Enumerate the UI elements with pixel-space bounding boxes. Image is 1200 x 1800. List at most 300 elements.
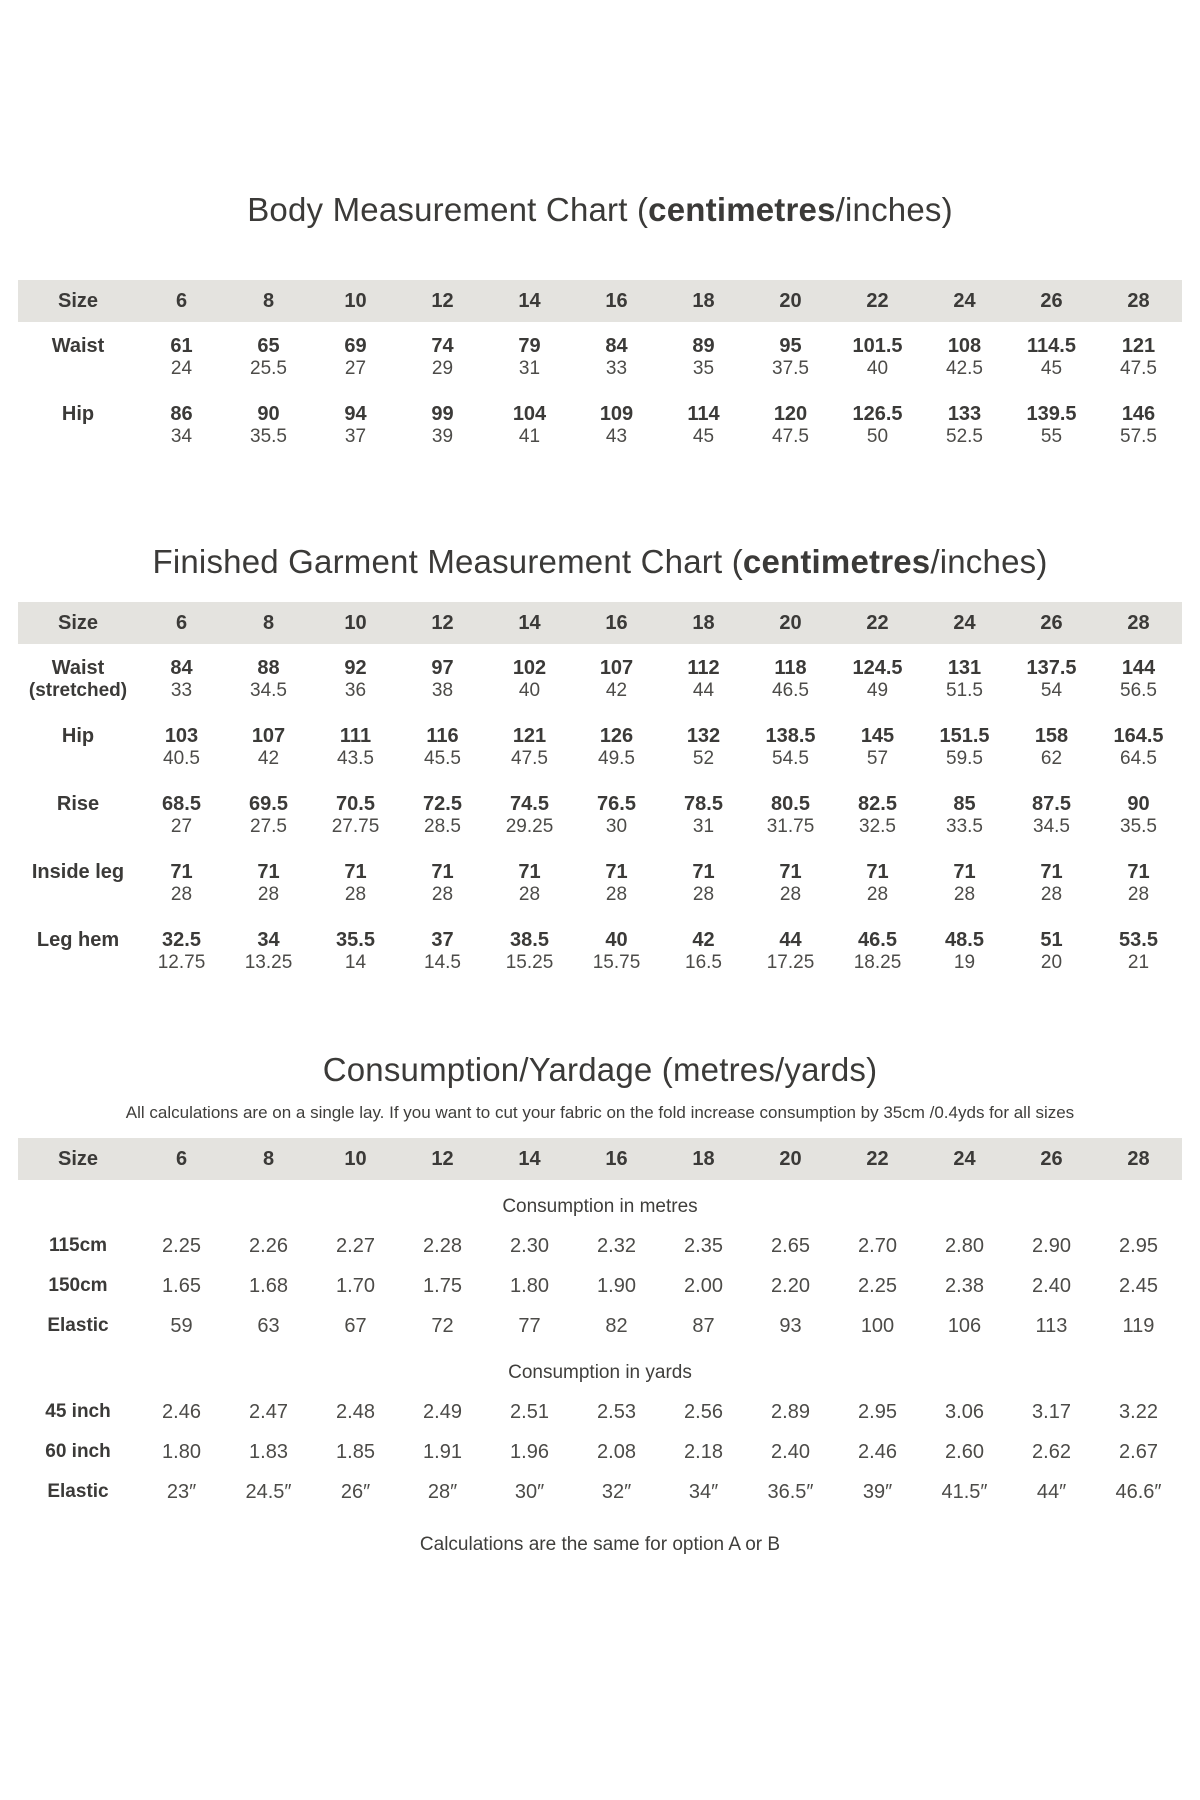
consumption-cell: 3.22 (1119, 1401, 1158, 1423)
inch-value: 64.5 (1120, 748, 1157, 769)
consumption-cell: 2.62 (1032, 1441, 1071, 1463)
inch-value: 29 (431, 358, 454, 379)
title-text: Finished Garment Measurement Chart ( (152, 543, 743, 580)
cm-value: 70.5 (336, 793, 375, 815)
size-header-cell: 26 (1008, 1138, 1095, 1180)
consumption-row (18, 1392, 1182, 1432)
cm-value: 120 (773, 403, 808, 425)
cm-value: 71 (953, 861, 976, 883)
size-header-label: Size (18, 1138, 138, 1180)
consumption-cell: 2.40 (1032, 1275, 1071, 1297)
measurement-cell (486, 644, 573, 712)
consumption-cell: 77 (518, 1315, 541, 1337)
inch-value: 37.5 (772, 358, 809, 379)
measurement-cell (312, 712, 399, 780)
cm-value: 103 (164, 725, 199, 747)
cm-value: 107 (251, 725, 286, 747)
inch-value: 13.25 (244, 952, 293, 973)
cm-value: 42 (692, 929, 715, 951)
cm-value: 80.5 (771, 793, 810, 815)
consumption-cell: 63 (257, 1315, 280, 1337)
consumption-cell: 2.95 (1119, 1235, 1158, 1257)
inch-value: 28 (779, 884, 802, 905)
measurement-cell (660, 712, 747, 780)
cm-value: 71 (257, 861, 280, 883)
cm-value: 71 (779, 861, 802, 883)
inch-value: 31.75 (766, 816, 815, 837)
consumption-cell: 1.70 (336, 1275, 375, 1297)
size-header-cell: 18 (660, 1138, 747, 1180)
measurement-row (18, 916, 1182, 984)
cm-value: 114 (687, 403, 720, 425)
inch-value: 34.5 (1033, 816, 1070, 837)
inch-value: 38 (431, 680, 454, 701)
body-chart-title (0, 190, 1200, 230)
measurement-cell (921, 712, 1008, 780)
consumption-cell: 1.91 (423, 1441, 462, 1463)
cm-value: 40 (605, 929, 628, 951)
consumption-cell: 2.28 (423, 1235, 462, 1257)
size-header-cell: 18 (660, 602, 747, 644)
size-header-label: Size (18, 602, 138, 644)
consumption-cell: 32″ (601, 1481, 632, 1503)
row-label-line1: Hip (61, 403, 95, 425)
row-label-line1: Leg hem (36, 929, 120, 951)
inch-value: 19 (953, 952, 976, 973)
size-header-cell: 8 (225, 602, 312, 644)
cm-value: 71 (692, 861, 715, 883)
consumption-cell: 2.60 (945, 1441, 984, 1463)
consumption-cell: 1.96 (510, 1441, 549, 1463)
cm-value: 71 (605, 861, 628, 883)
measurement-cell (921, 644, 1008, 712)
metres-subheader: Consumption in metres (502, 1196, 698, 1217)
measurement-cell (747, 390, 834, 458)
cm-value: 74 (431, 335, 454, 357)
consumption-cell: 72 (431, 1315, 454, 1337)
inch-value: 56.5 (1120, 680, 1157, 701)
cm-value: 116 (426, 725, 459, 747)
row-label-line2: (stretched) (28, 680, 128, 701)
consumption-cell: 2.00 (684, 1275, 723, 1297)
consumption-cell: 59 (170, 1315, 193, 1337)
measurement-cell (660, 780, 747, 848)
garment-measurement-table (18, 602, 1182, 984)
size-header-cell: 6 (138, 280, 225, 322)
inch-value: 46.5 (772, 680, 809, 701)
measurement-cell (1095, 712, 1182, 780)
measurement-cell (312, 644, 399, 712)
consumption-row (18, 1432, 1182, 1472)
title-text: Body Measurement Chart ( (247, 191, 649, 228)
consumption-cell: 2.46 (162, 1401, 201, 1423)
measurement-cell (1008, 848, 1095, 916)
cm-value: 82.5 (858, 793, 897, 815)
consumption-cell: 1.80 (162, 1441, 201, 1463)
inch-value: 57 (866, 748, 889, 769)
measurement-cell (660, 390, 747, 458)
measurement-cell (399, 780, 486, 848)
inch-value: 27 (344, 358, 367, 379)
size-header-cell: 6 (138, 1138, 225, 1180)
consumption-cell: 2.46 (858, 1441, 897, 1463)
row-label: 150cm (48, 1275, 108, 1296)
cm-value: 51 (1040, 929, 1063, 951)
measurement-cell (1008, 780, 1095, 848)
inch-value: 24 (170, 358, 193, 379)
row-label (18, 322, 138, 390)
consumption-cell: 28″ (427, 1481, 458, 1503)
size-header-cell: 24 (921, 602, 1008, 644)
inch-value: 27 (170, 816, 193, 837)
consumption-cell: 113 (1035, 1315, 1068, 1337)
measurement-row (18, 780, 1182, 848)
consumption-cell: 46.6″ (1115, 1481, 1162, 1503)
consumption-cell: 3.06 (945, 1401, 984, 1423)
consumption-cell: 1.83 (249, 1441, 288, 1463)
row-label-line1: Waist (51, 657, 105, 679)
inch-value: 35 (692, 358, 715, 379)
inch-value: 42 (257, 748, 280, 769)
consumption-cell: 2.40 (771, 1441, 810, 1463)
inch-value: 15.25 (505, 952, 554, 973)
measurement-cell (747, 780, 834, 848)
size-header-cell: 24 (921, 280, 1008, 322)
inch-value: 14 (344, 952, 367, 973)
cm-value: 71 (518, 861, 541, 883)
measurement-cell (1095, 780, 1182, 848)
consumption-cell: 100 (860, 1315, 895, 1337)
inch-value: 28.5 (424, 816, 461, 837)
measurement-cell (747, 644, 834, 712)
inch-value: 47.5 (1120, 358, 1157, 379)
inch-value: 43 (605, 426, 628, 447)
cm-value: 133 (947, 403, 982, 425)
cm-value: 79 (518, 335, 541, 357)
cm-value: 69 (344, 335, 367, 357)
consumption-cell: 1.85 (336, 1441, 375, 1463)
cm-value: 99 (431, 403, 454, 425)
inch-value: 27.5 (250, 816, 287, 837)
inch-value: 45 (1040, 358, 1063, 379)
size-header-cell: 16 (573, 280, 660, 322)
size-header-cell: 28 (1095, 1138, 1182, 1180)
measurement-cell (1008, 712, 1095, 780)
size-header-cell: 12 (399, 280, 486, 322)
consumption-cell: 34″ (688, 1481, 719, 1503)
consumption-cell: 2.35 (684, 1235, 723, 1257)
consumption-cell: 2.38 (945, 1275, 984, 1297)
size-header-cell: 14 (486, 280, 573, 322)
measurement-cell (660, 916, 747, 984)
consumption-row (18, 1266, 1182, 1306)
consumption-cell: 1.80 (510, 1275, 549, 1297)
measurement-cell (573, 322, 660, 390)
inch-value: 18.25 (853, 952, 902, 973)
measurement-cell (312, 916, 399, 984)
row-label: Elastic (47, 1315, 109, 1336)
size-header-cell: 6 (138, 602, 225, 644)
consumption-cell: 2.65 (771, 1235, 810, 1257)
inch-value: 33 (605, 358, 628, 379)
measurement-cell (138, 848, 225, 916)
consumption-cell: 44″ (1036, 1481, 1067, 1503)
cm-value: 71 (431, 861, 454, 883)
measurement-cell (921, 780, 1008, 848)
cm-value: 35.5 (336, 929, 375, 951)
cm-value: 76.5 (597, 793, 636, 815)
cm-value: 107 (599, 657, 634, 679)
inch-value: 28 (431, 884, 454, 905)
cm-value: 74.5 (510, 793, 549, 815)
consumption-cell: 39″ (862, 1481, 893, 1503)
inch-value: 12.75 (157, 952, 206, 973)
cm-value: 48.5 (945, 929, 984, 951)
measurement-cell (1008, 390, 1095, 458)
size-header-cell: 8 (225, 1138, 312, 1180)
measurement-cell (399, 712, 486, 780)
consumption-cell: 2.18 (684, 1441, 723, 1463)
cm-value: 118 (774, 657, 807, 679)
cm-value: 90 (257, 403, 280, 425)
inch-value: 37 (344, 426, 367, 447)
cm-value: 53.5 (1119, 929, 1158, 951)
measurement-cell (834, 390, 921, 458)
measurement-cell (573, 848, 660, 916)
measurement-cell (921, 322, 1008, 390)
measurement-cell (138, 390, 225, 458)
inch-value: 40 (518, 680, 541, 701)
inch-value: 34.5 (250, 680, 287, 701)
measurement-cell (399, 644, 486, 712)
cm-value: 37 (431, 929, 454, 951)
measurement-cell (1095, 916, 1182, 984)
measurement-cell (1095, 322, 1182, 390)
row-label-line1: Rise (56, 793, 100, 815)
cm-value: 131 (947, 657, 982, 679)
cm-value: 84 (170, 657, 193, 679)
row-label-line1: Waist (51, 335, 105, 357)
consumption-cell: 67 (344, 1315, 367, 1337)
measurement-cell (834, 780, 921, 848)
cm-value: 68.5 (162, 793, 201, 815)
size-header-cell: 10 (312, 280, 399, 322)
cm-value: 71 (866, 861, 889, 883)
cm-value: 90 (1127, 793, 1150, 815)
cm-value: 109 (599, 403, 634, 425)
inch-value: 45.5 (424, 748, 461, 769)
inch-value: 28 (605, 884, 628, 905)
cm-value: 145 (860, 725, 895, 747)
inch-value: 47.5 (772, 426, 809, 447)
cm-value: 139.5 (1026, 403, 1077, 425)
measurement-cell (1095, 390, 1182, 458)
cm-value: 95 (779, 335, 802, 357)
measurement-cell (225, 390, 312, 458)
size-header-label: Size (18, 280, 138, 322)
measurement-cell (225, 780, 312, 848)
inch-value: 55 (1040, 426, 1063, 447)
inch-value: 59.5 (946, 748, 983, 769)
cm-value: 71 (1040, 861, 1063, 883)
inch-value: 35.5 (250, 426, 287, 447)
cm-value: 71 (344, 861, 367, 883)
cm-value: 71 (170, 861, 193, 883)
cm-value: 146 (1121, 403, 1156, 425)
cm-value: 69.5 (249, 793, 288, 815)
row-label (18, 644, 138, 712)
measurement-cell (225, 848, 312, 916)
consumption-row (18, 1306, 1182, 1346)
measurement-cell (312, 390, 399, 458)
title-text: /inches) (835, 191, 953, 228)
measurement-cell (399, 848, 486, 916)
measurement-cell (573, 644, 660, 712)
measurement-cell (486, 322, 573, 390)
cm-value: 124.5 (852, 657, 903, 679)
measurement-cell (1008, 916, 1095, 984)
measurement-cell (747, 322, 834, 390)
cm-value: 44 (779, 929, 802, 951)
cm-value: 102 (512, 657, 547, 679)
measurement-cell (921, 848, 1008, 916)
inch-value: 52 (692, 748, 715, 769)
size-header-cell: 22 (834, 1138, 921, 1180)
cm-value: 46.5 (858, 929, 897, 951)
size-header-cell: 14 (486, 602, 573, 644)
consumption-cell: 2.51 (510, 1401, 549, 1423)
cm-value: 71 (1127, 861, 1150, 883)
consumption-cell: 2.70 (858, 1235, 897, 1257)
cm-value: 94 (344, 403, 367, 425)
consumption-cell: 82 (605, 1315, 628, 1337)
cm-value: 111 (339, 725, 372, 747)
inch-value: 15.75 (592, 952, 641, 973)
cm-value: 114.5 (1027, 335, 1076, 357)
measurement-cell (399, 916, 486, 984)
size-header-row (18, 1138, 1182, 1180)
measurement-cell (138, 644, 225, 712)
inch-value: 34 (170, 426, 193, 447)
consumption-cell: 2.27 (336, 1235, 375, 1257)
inch-value: 45 (692, 426, 715, 447)
cm-value: 72.5 (423, 793, 462, 815)
consumption-cell: 36.5″ (767, 1481, 814, 1503)
title-bold-text: centimetres (742, 543, 931, 580)
inch-value: 57.5 (1120, 426, 1157, 447)
measurement-row (18, 712, 1182, 780)
consumption-cell: 2.49 (423, 1401, 462, 1423)
cm-value: 92 (344, 657, 367, 679)
measurement-cell (138, 322, 225, 390)
inch-value: 33.5 (946, 816, 983, 837)
cm-value: 101.5 (852, 335, 903, 357)
cm-value: 126.5 (852, 403, 903, 425)
inch-value: 14.5 (424, 952, 461, 973)
cm-value: 32.5 (162, 929, 201, 951)
inch-value: 44 (692, 680, 715, 701)
inch-value: 50 (866, 426, 889, 447)
options-note: Calculations are the same for option A or B (419, 1534, 781, 1555)
measurement-cell (921, 390, 1008, 458)
consumption-cell: 2.90 (1032, 1235, 1071, 1257)
measurement-cell (225, 712, 312, 780)
consumption-cell: 3.17 (1032, 1401, 1071, 1423)
consumption-cell: 2.53 (597, 1401, 636, 1423)
size-header-cell: 16 (573, 602, 660, 644)
inch-value: 28 (518, 884, 541, 905)
measurement-row (18, 644, 1182, 712)
inch-value: 40.5 (163, 748, 200, 769)
inch-value: 42 (605, 680, 628, 701)
size-header-cell: 28 (1095, 280, 1182, 322)
size-header-cell: 18 (660, 280, 747, 322)
consumption-cell: 2.89 (771, 1401, 810, 1423)
measurement-cell (138, 780, 225, 848)
inch-value: 33 (170, 680, 193, 701)
cm-value: 121 (1121, 335, 1156, 357)
inch-value: 20 (1040, 952, 1063, 973)
measurement-cell (747, 916, 834, 984)
inch-value: 39 (431, 426, 454, 447)
inch-value: 40 (866, 358, 889, 379)
inch-value: 28 (953, 884, 976, 905)
size-header-cell: 22 (834, 602, 921, 644)
inch-value: 28 (692, 884, 715, 905)
consumption-cell: 2.30 (510, 1235, 549, 1257)
inch-value: 49 (866, 680, 889, 701)
cm-value: 112 (687, 657, 720, 679)
measurement-cell (486, 780, 573, 848)
measurement-cell (486, 916, 573, 984)
measurement-cell (921, 916, 1008, 984)
consumption-cell: 2.47 (249, 1401, 288, 1423)
cm-value: 34 (257, 929, 280, 951)
row-label: 60 inch (45, 1441, 111, 1462)
consumption-cell: 2.25 (162, 1235, 201, 1257)
consumption-cell: 2.67 (1119, 1441, 1158, 1463)
measurement-cell (225, 322, 312, 390)
measurement-cell (312, 780, 399, 848)
size-header-cell: 28 (1095, 602, 1182, 644)
inch-value: 47.5 (511, 748, 548, 769)
row-label: Elastic (47, 1481, 109, 1502)
measurement-cell (660, 848, 747, 916)
consumption-cell: 1.90 (597, 1275, 636, 1297)
consumption-row (18, 1472, 1182, 1512)
title-text: /inches) (930, 543, 1048, 580)
measurement-cell (747, 712, 834, 780)
row-label (18, 712, 138, 780)
measurement-cell (573, 780, 660, 848)
garment-chart-section (0, 542, 1200, 984)
consumption-cell: 1.65 (162, 1275, 201, 1297)
size-header-cell: 20 (747, 1138, 834, 1180)
measurement-cell (834, 322, 921, 390)
cm-value: 84 (605, 335, 628, 357)
consumption-cell: 2.45 (1119, 1275, 1158, 1297)
measurement-cell (225, 644, 312, 712)
size-header-cell: 22 (834, 280, 921, 322)
consumption-row (18, 1226, 1182, 1266)
size-header-row (18, 602, 1182, 644)
cm-value: 89 (692, 335, 715, 357)
size-header-row (18, 280, 1182, 322)
measurement-row (18, 390, 1182, 458)
size-header-cell: 24 (921, 1138, 1008, 1180)
inch-value: 25.5 (250, 358, 287, 379)
cm-value: 138.5 (765, 725, 816, 747)
